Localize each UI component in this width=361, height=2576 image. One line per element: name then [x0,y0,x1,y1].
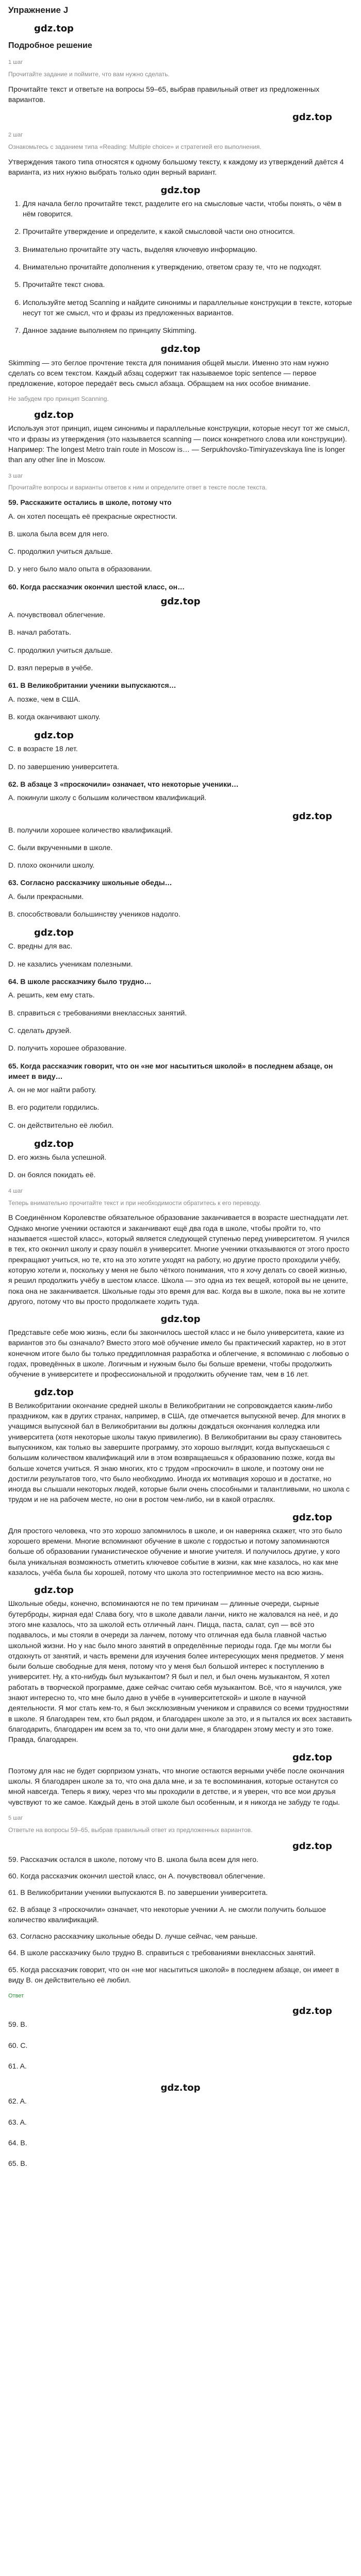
step-label: 1 шаг [8,59,23,65]
option: B. когда оканчивают школу. [8,712,101,721]
option: C. были вкрученными в школе. [8,843,113,852]
step-3 [8,472,353,1180]
option: A. были прекрасными. [8,892,84,901]
answer-item: 65. B. [8,2159,27,2168]
option: A. покинули школу с большим количеством квалификаций. [8,793,207,802]
step-note: Теперь внимательно прочитайте текст и при необходимости обратитесь к его переводу. [8,1199,261,1207]
question-text: 65. Когда рассказчик говорит, что он «не мог насытиться школой» в последнем абзаце, он имеет в виду… [8,1061,333,1080]
question-62 [8,779,353,871]
question-text: 63. Согласно рассказчику школьные обеды… [8,878,172,887]
strategy-step: 1. Для начала бегло прочитайте текст, разделите его на смысловые части, чтобы понять, о чём в нём говорится. [23,198,353,219]
answer-item: 64. B. [8,2138,27,2147]
step-label: 2 шаг [8,132,23,139]
option: D. получить хорошее образование. [8,1044,127,1053]
step-1 [8,59,353,124]
answer-line: 59. Рассказчик остался в школе, потому что B. школа была всем для него. [8,1855,258,1863]
question-65 [8,1061,353,1180]
strategy-step: 4. Внимательно прочитайте дополнения к утверждению, ответом сразу те, что не подходят. [23,262,353,272]
translation-paragraph: В Соединённом Королевстве обязательное образование заканчивается в возрасте шестнадцати лет. Однако многие ученики остаются и заканчивают ещё два года в школе, чтобы пройти то, что называется «шестой класс», который является следующей ступенью перед университетом. Я учился в тех, кто окончил школу и сразу пошёл в университет. Многие ученики отказываются от этого просто прекращают учиться, но те, кто на это хотите уходят на работу, но другие просто проходили учёбу, которую хотели и, поскольку у меня не было чёткого понимания, что я хочу делать со своей жизнью, я решил продолжить учёбу в шестом классе. Школа — это одна из тех вещей, которой вы не цените, пока она не заканчивается. Школьные годы это время для вас. Когда вы в школе, пока вы не хотите другого, потому что вы просто продолжаете ходить туда. [8,1213,350,1306]
strategy-step: 3. Внимательно прочитайте эту часть, выделяя ключевую информацию. [23,244,353,255]
watermark: gdz.top [34,927,74,939]
option: A. он не мог найти работу. [8,1086,96,1094]
answer-item: 59. B. [8,2020,27,2029]
page-title: Упражнение J [8,5,69,15]
step-intro: Утверждения такого типа относятся к одному большому тексту, к каждому из утверждений даётся 4 варианта, из них нужно выбрать только один верный вариант. [8,158,344,177]
watermark: gdz.top [292,1840,332,1852]
step-5 [8,1815,353,1986]
translation-paragraph: Школьные обеды, конечно, вспоминаются не по тем причинам — длинные очереди, сырные бутерброды, жирная еда! Слава богу, что в школе давали ланчи, никто не жаловался на неё, и до этого мне казалось, что за школой есть отличный ланч. Пицца, паста, салат, суп — всё это подавалось, и мы стояли в очереди за ланчем, потому что отличная еда была главной частью школьной жизни. Но у нас было много занятий в определённые периоды года. Где мы могли бы отдохнуть от занятий, и часть времени для изучения более интересующих меня предметов. У меня были больше свободные для меня, потому что у меня был большой интерес к поступлению в университет. Ну, а кто-нибудь был музыкантом? Я был и пел, и был очень музыкантом, Я хотел работать в творческой программе, даже сейчас считаю себя музыкантом. Всё, что я научился, уже знают интересно то, что мне было дано в учёбе в «университетской» и школе в научной деятельности. Я мог стать кем-то, я был эксклюзивным учеником и справился со всеми трудностями в школе. Я благодарен тем, кто был рядом, и благодарен школе за это, и я пытался их всех заставить благодарить, благодарен им всем за то, что они дали мне, я благодарен этому месту и это тоже. Правда, благодарен. [8,1599,352,1744]
option: D. не казались ученикам полезными. [8,959,133,968]
question-63 [8,877,353,969]
option: D. по завершению университета. [8,762,119,771]
answer-line: 62. В абзаце 3 «проскочили» означает, что некоторые ученики A. не смогли получить большое количество квалификаций. [8,1905,326,1924]
option: B. получили хорошее количество квалификаций. [8,825,173,834]
answers-label: Ответ [8,1993,24,1999]
step-label: 3 шаг [8,472,23,479]
option: A. позже, чем в США. [8,694,80,703]
step-2 [8,131,353,465]
watermark: gdz.top [34,730,74,741]
option: C. продолжил учиться дальше. [8,646,113,654]
option: B. способствовали большинству учеников надолго. [8,910,180,919]
closing-paragraph: Поэтому для нас не будет сюрпризом узнать, что многие остаются верными учёбе после окончания школы. Я благодарен школе за то, что она дала мне, и за те воспоминания, которые останутся со мной навсегда. Теперь я вижу, через что мы проходили в детстве, и я уверен, что все мои друзья чувствуют то же самое. Каждый день в этой школе был особенным, и я никогда не забуду те годы. [8,1766,344,1806]
answer-line: 64. В школе рассказчику было трудно B. справиться с требованиями внеклассных занятий. [8,1948,316,1957]
question-text: 64. В школе рассказчику было трудно… [8,977,152,986]
watermark: gdz.top [34,1139,74,1149]
option: D. его жизнь была успешной. [8,1153,107,1162]
watermark: gdz.top [292,2006,332,2017]
watermark: gdz.top [160,344,201,355]
option: D. у него было мало опыта в образовании. [8,565,152,573]
question-59 [8,497,353,574]
step-note: Ознакомьтесь с заданием типа «Reading: Multiple choice» и стратегией его выполнения. [8,143,261,151]
answer-line: 65. Когда рассказчик говорит, что он «не мог насытиться школой» в последнем абзаце, он имеет в виду B. он действительно её любил. [8,1965,339,1985]
scanning-note: Не забудем про принцип Scanning. [8,395,109,403]
translation-paragraph: Представьте себе мою жизнь, если бы закончилось шестой класс и не было университета, какие из вариантов это бы означало? Вместо этого моё обучение имело бы практический характер, но в этот конечном итоге было бы только преддипломная разработка и облегчение, я вспоминаю с любовью о годах, проведённых в школе. Логичным и нужным было бы больше времени, чтобы продолжить обучение в университете и профессиональной и продолжить обучение там, чем в 16 лет. [8,1328,349,1379]
answer-item: 61. A. [8,2061,27,2070]
question-64 [8,976,353,1053]
answer-item: 60. C. [8,2041,28,2049]
watermark: gdz.top [34,23,74,34]
option: C. он действительно её любил. [8,1121,114,1129]
step-text: Прочитайте текст и ответьте на вопросы 59–65, выбрав правильный ответ из предложенных вариантов. [8,84,320,104]
option: D. взял перерыв в учёбе. [8,664,93,672]
watermark: gdz.top [292,112,332,123]
step-label: 4 шаг [8,1188,23,1194]
step-label: 5 шаг [8,1815,23,1821]
option: B. его родители гордились. [8,1103,100,1112]
strategy-steps [23,198,353,336]
skimming-paragraph: Skimming — это беглое прочтение текста для понимания общей мысли. Именно это нам нужно сделать со всем текстом. Каждый абзац содержит так называемое topic sentence — первое предложение, которое передаёт весь смысл абзаца. Обращаем на них особое внимание. [8,358,329,388]
answer-line: 60. Когда рассказчик окончил шестой класс, он A. почувствовал облегчение. [8,1871,266,1880]
watermark: gdz.top [160,596,201,607]
question-text: 60. Когда рассказчик окончил шестой класс, он… [8,582,185,591]
option: C. сделать друзей. [8,1026,72,1035]
option: C. вредны для вас. [8,942,73,951]
question-61 [8,680,353,772]
watermark: gdz.top [34,410,74,421]
watermark: gdz.top [34,1386,74,1398]
translation-paragraph: В Великобритании окончание средней школы в Великобритании не сопровождается каким-либо праздником, как в других странах, например, в США, где отмечается выпускной вечер. Для многих в учащимся выпускной бал в Великобритании вы должны дождаться окончания колледжа или университета (хотя некоторые школы такую привилегию). В Великобритании вы сразу становитесь выпускником, как только вы завершите программу, это хорошо выглядит, когда выпускаешься с большим количеством квалификаций или в этом возвращаешься к образованию позже, когда вы больше хочется учиться. Я знаю многих, кто с трудом «проскочил» в школе, и поэтому они не достигли результатов того, что было необходимо. Иногда их мотивация хорошо и в достатке, но иногда вы слышали некоторых людей, которые были очень способными и талантливыми, но школа с трудом и не на рабочем месте, но они в ростом чем-либо, ни в какой отраслях. [8,1401,350,1504]
answer-line: 63. Согласно рассказчику школьные обеды D. лучше сейчас, чем раньше. [8,1932,258,1941]
option: B. справиться с требованиями внеклассных занятий. [8,1008,187,1017]
answer-item: 62. A. [8,2097,27,2106]
watermark: gdz.top [34,1585,74,1596]
question-60 [8,582,353,673]
question-text: 59. Расскажите остались в школе, потому что [8,498,172,507]
question-text: 62. В абзаце 3 «проскочили» означает, что некоторые ученики… [8,779,239,788]
strategy-step: 7. Данное задание выполняем по принципу Skimming. [23,325,353,335]
strategy-step: 5. Прочитайте текст снова. [23,279,353,290]
watermark: gdz.top [292,811,332,822]
watermark: gdz.top [292,1752,332,1763]
option: A. почувствовал облегчение. [8,611,105,619]
option: B. начал работать. [8,628,71,637]
question-text: 61. В Великобритании ученики выпускаются… [8,681,176,690]
answers [8,1992,353,2168]
strategy-step: 6. Используйте метод Scanning и найдите синонимы и параллельные конструкции в тексте, которые несут тот же смысл, что и фразы из предложенных вариантов. [23,297,353,318]
scanning-paragraph: Используя этот принцип, ищем синонимы и параллельные конструкции, которые несут тот же смысл, что и фразы из утверждения (это называется scanning — поиск конкретного слова или конструкции). Например: The longest Metro train route in Moscow is… — Serpukhovsko-Timiryazevskaya line is longer than any other line in Moscow. [8,424,350,464]
watermark: gdz.top [292,1512,332,1523]
strategy-step: 2. Прочитайте утверждение и определите, к какой смысловой части оно относится. [23,226,353,236]
option: A. решить, кем ему стать. [8,991,95,999]
step-note: Ответьте на вопросы 59–65, выбрав правильный ответ из предложенных вариантов. [8,1826,253,1834]
step-note: Прочитайте вопросы и варианты ответов к ним и определите ответ в тексте после текста. [8,484,267,492]
section-title: Подробное решение [8,41,92,50]
watermark: gdz.top [160,1314,201,1325]
option: B. школа была всем для него. [8,529,109,538]
watermark: gdz.top [160,184,201,196]
step-4 [8,1188,353,1807]
answer-line: 61. В Великобритании ученики выпускаются B. по завершении университета. [8,1888,268,1897]
answer-item: 63. A. [8,2117,27,2126]
watermark: gdz.top [160,2082,201,2094]
option: C. продолжил учиться дальше. [8,547,113,556]
option: C. в возрасте 18 лет. [8,744,78,753]
option: D. плохо окончили школу. [8,861,95,870]
translation-paragraph: Для простого человека, что это хорошо запомнилось в школе, и он наверняка скажет, что это было хорошего времени. Многие вспоминают обучение в школе с гордостью и потому запоминаются больше об образовании гуманистическое обучение и многие учителя. И получилось другие, у кого была уникальная возможность отметить ключевое событие в жизни, как мне казалось, но как мне казалось, учёба была бы хорошей, потому что школа это гостеприимное место на всю жизнь. [8,1526,342,1577]
option: A. он хотел посещать её прекрасные окрестности. [8,512,177,520]
option: D. он боялся покидать её. [8,1171,96,1179]
step-note: Прочитайте задание и поймите, что вам нужно сделать. [8,70,170,78]
